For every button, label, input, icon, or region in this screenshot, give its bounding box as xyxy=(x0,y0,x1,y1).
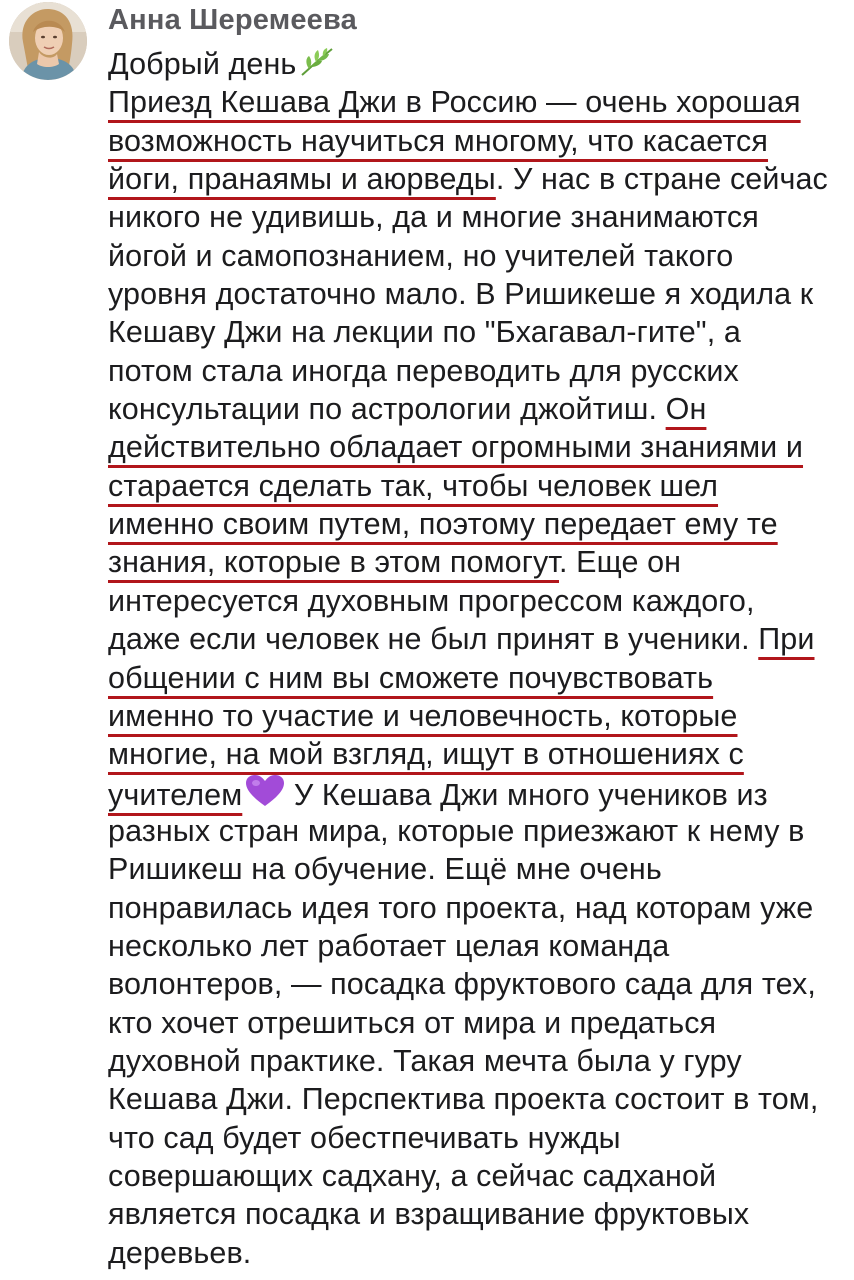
text-segment: У Кешава Джи много учеников из xyxy=(285,777,768,812)
text-line xyxy=(108,160,848,198)
text-line xyxy=(108,237,848,275)
underlined-text: многие, на мой взгляд, ищут в отношениях с xyxy=(108,737,744,772)
text-segment: Добрый день xyxy=(108,47,297,81)
text-segment: никого не удивишь, да и многие знанимаются xyxy=(108,200,759,235)
text-line xyxy=(108,313,848,351)
underlined-text: общении с ним вы сможете почувствовать xyxy=(108,660,714,695)
text-segment: . У нас в стране сейчас xyxy=(495,162,828,197)
text-line xyxy=(108,850,848,888)
text-line xyxy=(108,1157,848,1195)
avatar[interactable] xyxy=(9,2,87,80)
text-segment: консультации по астрологии джойтиш. xyxy=(108,392,666,427)
text-line xyxy=(108,889,848,927)
text-segment: даже если человек не был принят в ученики. xyxy=(108,622,759,657)
text-segment: Кешава Джи. Перспектива проекта состоит в том, xyxy=(108,1082,819,1117)
text-segment: является посадка и взращивание фруктовых xyxy=(108,1197,750,1232)
underlined-text: старается сделать так, чтобы человек шел xyxy=(108,468,719,503)
text-line xyxy=(108,812,848,850)
text-line xyxy=(108,122,848,160)
text-line xyxy=(108,198,848,236)
underlined-text: йоги, пранаямы и аюрведы xyxy=(108,162,496,197)
text-line xyxy=(108,697,848,735)
text-line xyxy=(108,543,848,581)
text-line xyxy=(108,1195,848,1233)
text-segment: кто хочет отрешиться от мира и предаться xyxy=(108,1005,717,1040)
text-line xyxy=(108,1234,848,1272)
text-line xyxy=(108,467,848,505)
text-segment: деревьев. xyxy=(108,1235,252,1270)
text-line xyxy=(108,620,848,658)
text-line xyxy=(108,774,848,812)
text-line xyxy=(108,927,848,965)
text-segment: понравилась идея того проекта, над которам уже xyxy=(108,890,814,925)
text-segment: потом стала иногда переводить для русских xyxy=(108,353,739,388)
author-name[interactable]: Анна Шеремеева xyxy=(108,4,357,36)
text-line xyxy=(108,505,848,543)
text-line xyxy=(108,1004,848,1042)
text-segment: что сад будет обестпечивать нужды xyxy=(108,1120,621,1155)
text-line xyxy=(108,1080,848,1118)
text-segment: уровня достаточно мало. В Ришикеше я ходила к xyxy=(108,277,814,312)
text-segment: интересуется духовным прогрессом каждого, xyxy=(108,583,755,618)
underlined-text: знания, которые в этом помогут xyxy=(108,545,559,580)
underlined-text: именно своим путем, поэтому передает ему те xyxy=(108,507,778,542)
text-segment: волонтеров, — посадка фруктового сада для тех, xyxy=(108,967,816,1002)
text-line xyxy=(108,1042,848,1080)
underlined-text: учителем xyxy=(108,777,243,812)
underlined-text: именно то участие и человечность, которые xyxy=(108,698,738,733)
leaf-emoji-icon xyxy=(299,47,335,86)
text-line xyxy=(108,582,848,620)
text-segment: Кешаву Джи на лекции по "Бхагавал-гите", а xyxy=(108,315,741,350)
text-segment: йогой и самопознанием, но учителей такого xyxy=(108,238,734,273)
text-line xyxy=(108,1119,848,1157)
underlined-text: возможность научиться многому, что касается xyxy=(108,123,769,158)
text-segment: совершающих садхану, а сейчас садханой xyxy=(108,1158,717,1193)
text-line xyxy=(108,390,848,428)
text-segment: разных стран мира, которые приезжают к нему в xyxy=(108,813,805,848)
text-line xyxy=(108,735,848,773)
purple-heart-emoji-icon xyxy=(245,774,285,817)
underlined-text: При xyxy=(758,622,815,657)
text-line xyxy=(108,45,848,83)
text-line xyxy=(108,965,848,1003)
comment-text xyxy=(108,45,848,1272)
text-segment: несколько лет работает целая команда xyxy=(108,928,670,963)
text-segment: . Еще он xyxy=(559,545,682,580)
text-line xyxy=(108,275,848,313)
text-segment: Ришикеш на обучение. Ещё мне очень xyxy=(108,852,662,887)
underlined-text: действительно обладает огромными знаниями и xyxy=(108,430,804,465)
avatar-photo-icon xyxy=(9,2,87,80)
underlined-text: Он xyxy=(665,392,707,427)
text-line xyxy=(108,428,848,466)
text-segment: духовной практике. Такая мечта была у гуру xyxy=(108,1043,742,1078)
underlined-text: Приезд Кешава Джи в Россию — очень хорошая xyxy=(108,85,801,120)
text-line xyxy=(108,659,848,697)
text-line xyxy=(108,352,848,390)
text-line xyxy=(108,83,848,121)
